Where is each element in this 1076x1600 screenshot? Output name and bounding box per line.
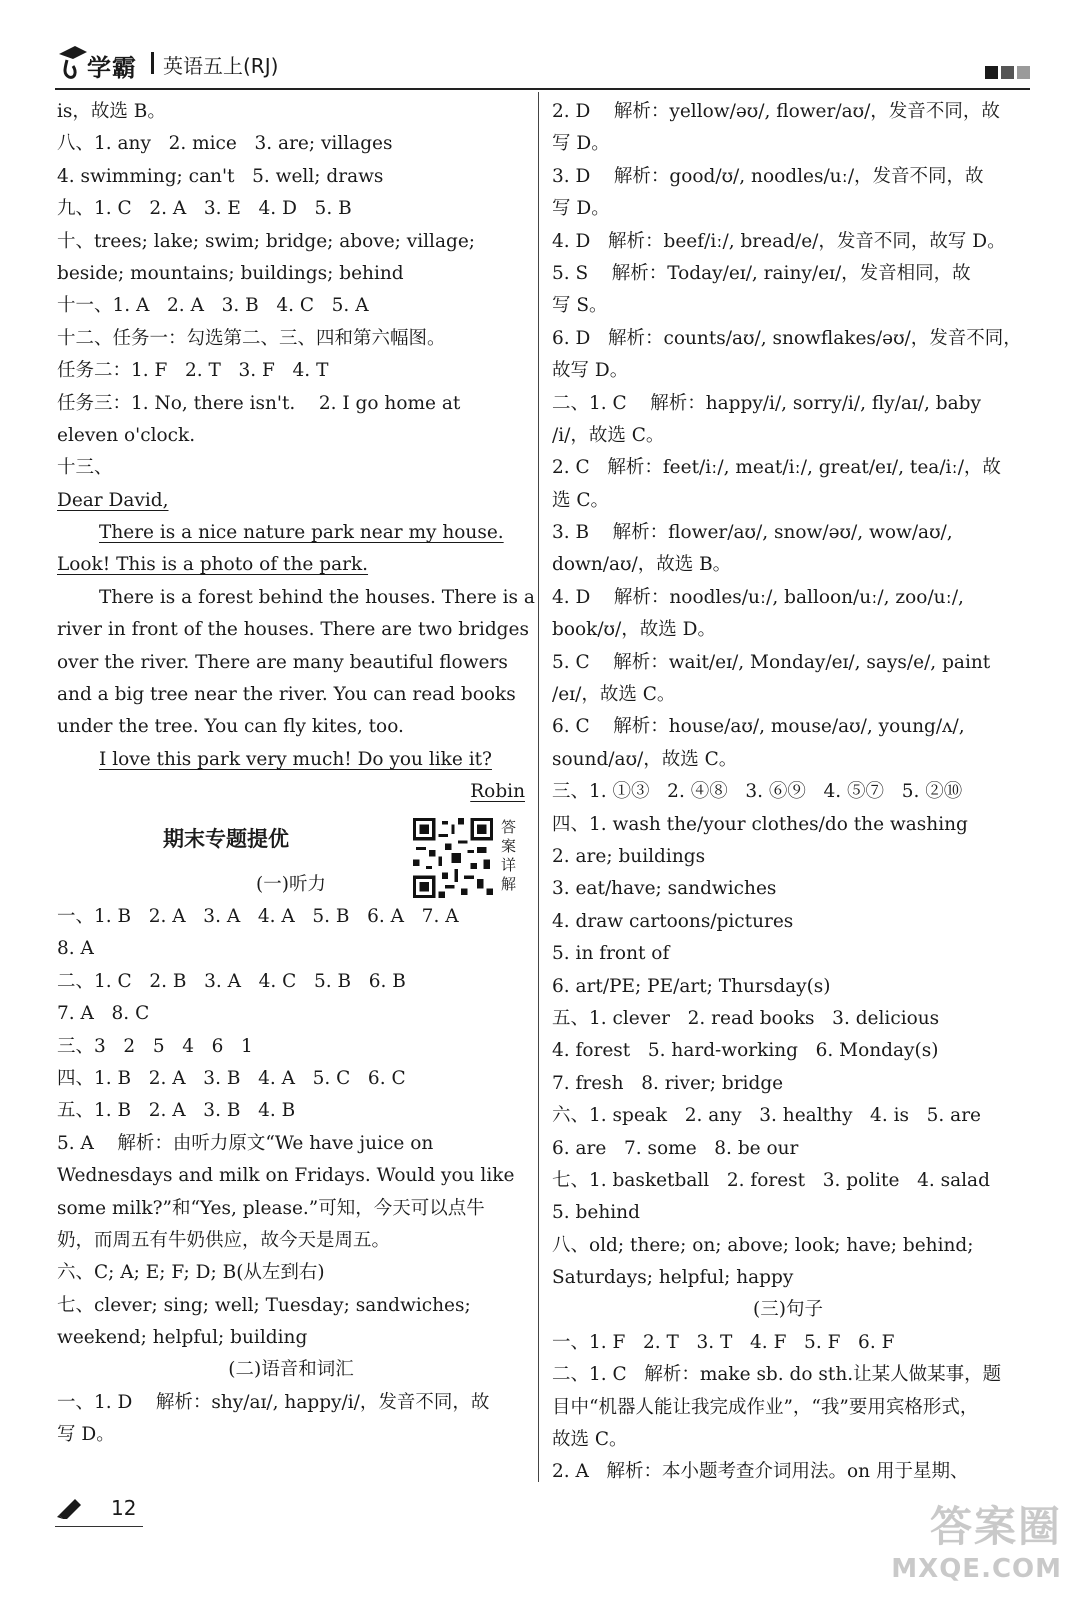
text-line <box>57 1193 525 1225</box>
line-text: 写 D。 <box>552 133 610 155</box>
page-footer <box>55 1490 155 1530</box>
text-line <box>57 323 525 355</box>
text-line <box>552 938 1024 970</box>
line-text: Saturdays; helpful; happy <box>552 1267 794 1289</box>
line-text: 6. are 7. some 8. be our <box>552 1137 799 1159</box>
answer-list-part3 <box>552 96 1024 1489</box>
text-line <box>57 1387 525 1419</box>
line-text: 3. B 解析：flower/aʊ/, snow/əʊ/, wow/aʊ/, <box>552 522 953 544</box>
line-text: 4. draw cartoons/pictures <box>552 910 794 932</box>
text-line <box>552 193 1024 225</box>
text-line <box>552 1327 1024 1359</box>
line-text: 6. art/PE; PE/art; Thursday(s) <box>552 975 831 997</box>
text-line <box>57 1095 525 1127</box>
line-text: 十二、任务一：勾选第二、三、四和第六幅图。 <box>57 327 446 349</box>
line-text: 写 D。 <box>552 198 610 220</box>
text-line <box>57 1354 525 1386</box>
line-text: 5. C 解析：wait/eɪ/, Monday/eɪ/, says/e/, paint <box>552 651 991 673</box>
text-line <box>552 841 1024 873</box>
text-line <box>57 290 525 322</box>
text-line <box>552 582 1024 614</box>
text-line <box>552 647 1024 679</box>
line-text: I love this park very much! Do you like it? <box>99 748 492 770</box>
square-icon <box>1017 66 1030 79</box>
header-divider <box>151 52 154 74</box>
line-text: 任务二：1. F 2. T 3. F 4. T <box>57 360 329 382</box>
text-line <box>552 711 1024 743</box>
line-text: 3. eat/have; sandwiches <box>552 878 777 900</box>
pencil-icon <box>55 1495 85 1519</box>
line-text: 八、old; there; on; above; look; have; behind; <box>552 1234 974 1256</box>
text-line <box>552 485 1024 517</box>
text-line <box>552 226 1024 258</box>
line-text: 九、1. C 2. A 3. E 4. D 5. B <box>57 198 352 220</box>
text-line <box>552 290 1024 322</box>
text-line <box>552 1392 1024 1424</box>
text-line <box>57 998 525 1030</box>
line-text: 写 S。 <box>552 295 608 317</box>
text-line <box>552 906 1024 938</box>
text-line <box>57 452 525 484</box>
line-text: over the river. There are many beautiful flowers <box>57 651 508 673</box>
right-column <box>552 96 1024 1489</box>
text-line <box>57 744 525 776</box>
text-line <box>57 711 525 743</box>
text-line <box>57 966 525 998</box>
text-line <box>57 258 525 290</box>
answer-list-part1 <box>57 96 535 809</box>
text-line <box>57 933 525 965</box>
line-text: 4. D 解析：noodles/uː/, balloon/uː/, zoo/uː/, <box>552 586 964 608</box>
line-text: 十、trees; lake; swim; bridge; above; village; <box>57 230 476 252</box>
line-text: 三、3 2 5 4 6 1 <box>57 1035 253 1057</box>
line-text: There is a forest behind the houses. There is a <box>99 586 535 608</box>
text-line <box>57 355 525 387</box>
page-number: 12 <box>111 1496 137 1520</box>
text-line <box>552 1003 1024 1035</box>
line-text: 8. A <box>57 938 94 960</box>
header-decoration <box>982 64 1030 83</box>
text-line <box>57 128 525 160</box>
graduation-cap-logo-icon <box>55 42 89 80</box>
line-text: river in front of the houses. There are two bridges <box>57 619 529 641</box>
line-text: 5. A 解析：由听力原文“We have juice on <box>57 1132 434 1154</box>
text-line <box>552 809 1024 841</box>
text-line <box>57 549 525 581</box>
text-line <box>57 517 525 549</box>
text-line <box>552 971 1024 1003</box>
line-text: Dear David, <box>57 489 169 511</box>
line-text: 故写 D。 <box>552 360 629 382</box>
text-line <box>57 776 525 808</box>
text-line <box>552 776 1024 808</box>
qr-code-icon[interactable] <box>413 818 493 898</box>
text-line <box>552 1294 1024 1326</box>
text-line <box>552 323 1024 355</box>
line-text: 二、1. C 解析：happy/i/, sorry/i/, fly/aɪ/, baby <box>552 392 981 414</box>
line-text: (二)语音和词汇 <box>228 1359 354 1381</box>
line-text: 六、1. speak 2. any 3. healthy 4. is 5. are <box>552 1105 981 1127</box>
text-line <box>552 1197 1024 1229</box>
line-text: 一、1. F 2. T 3. T 4. F 5. F 6. F <box>552 1331 895 1353</box>
text-line <box>552 1456 1024 1488</box>
text-line <box>552 1262 1024 1294</box>
line-text: /i/，故选 C。 <box>552 424 665 446</box>
text-line <box>57 582 535 614</box>
text-line <box>57 485 525 517</box>
line-text: There is a nice nature park near my house. <box>99 522 504 544</box>
line-text: 写 D。 <box>57 1424 115 1446</box>
text-line <box>57 1290 525 1322</box>
line-text: 六、C; A; E; F; D; B(从左到右) <box>57 1262 325 1284</box>
line-text: weekend; helpful; building <box>57 1327 308 1349</box>
line-text: 四、1. wash the/your clothes/do the washing <box>552 813 968 835</box>
line-text: and a big tree near the river. You can read books <box>57 684 516 706</box>
line-text: some milk?”和“Yes, please.”可知，今天可以点牛 <box>57 1197 485 1219</box>
text-line <box>57 161 525 193</box>
text-line <box>552 614 1024 646</box>
line-text: down/aʊ/，故选 B。 <box>552 554 732 576</box>
line-text: /eɪ/，故选 C。 <box>552 684 676 706</box>
line-text: 4. swimming; can't 5. well; draws <box>57 165 384 187</box>
text-line <box>57 1419 525 1451</box>
line-text: 三、1. ①③ 2. ④⑧ 3. ⑥⑨ 4. ⑤⑦ 5. ②⑩ <box>552 781 963 803</box>
text-line <box>57 1322 525 1354</box>
text-line <box>552 1424 1024 1456</box>
footer-rule <box>55 1526 143 1527</box>
text-line <box>552 452 1024 484</box>
text-line <box>552 388 1024 420</box>
page-header <box>55 40 1030 84</box>
line-text: 四、1. B 2. A 3. B 4. A 5. C 6. C <box>57 1067 406 1089</box>
text-line <box>57 1128 525 1160</box>
watermark-cn: 答案圈 <box>929 1502 1062 1551</box>
line-text: 4. D 解析：beef/iː/, bread/e/，发音不同，故写 D。 <box>552 230 1006 252</box>
line-text: 5. S 解析：Today/eɪ/, rainy/eɪ/，发音相同，故 <box>552 262 971 284</box>
line-text: 2. A 解析：本小题考查介词用法。on 用于星期、 <box>552 1461 969 1483</box>
text-line <box>57 1031 525 1063</box>
line-text: 一、1. B 2. A 3. A 4. A 5. B 6. A 7. A <box>57 905 459 927</box>
line-text: 五、1. B 2. A 3. B 4. B <box>57 1100 296 1122</box>
line-text: 5. in front of <box>552 943 670 965</box>
text-line <box>552 517 1024 549</box>
left-column <box>57 96 535 1452</box>
text-line <box>57 679 525 711</box>
square-icon <box>985 66 998 79</box>
watermark-en: MXQE.COM <box>891 1554 1062 1584</box>
text-line <box>552 1165 1024 1197</box>
text-line <box>552 744 1024 776</box>
text-line <box>57 1063 525 1095</box>
text-line <box>57 1160 525 1192</box>
text-line <box>552 1100 1024 1132</box>
text-line <box>57 647 525 679</box>
text-line <box>57 1225 525 1257</box>
line-text: 十三、 <box>57 457 113 479</box>
line-text: 4. forest 5. hard-working 6. Monday(s) <box>552 1040 939 1062</box>
header-rule <box>55 88 1030 90</box>
line-text: 选 C。 <box>552 489 610 511</box>
text-line <box>57 901 525 933</box>
text-line <box>552 549 1024 581</box>
line-text: (三)句子 <box>753 1299 823 1321</box>
line-text: 7. A 8. C <box>57 1003 150 1025</box>
square-icon <box>1001 66 1014 79</box>
line-text: 任务三：1. No, there isn't. 2. I go home at <box>57 392 461 414</box>
line-text: 3. D 解析：good/ʊ/, noodles/uː/，发音不同，故 <box>552 165 984 187</box>
line-text: Look! This is a photo of the park. <box>57 554 369 576</box>
text-line <box>552 420 1024 452</box>
line-text: 6. C 解析：house/aʊ/, mouse/aʊ/, young/ʌ/, <box>552 716 965 738</box>
line-text: 一、1. D 解析：shy/aɪ/, happy/i/，发音不同，故 <box>57 1391 490 1413</box>
text-line <box>552 1068 1024 1100</box>
qr-label: 答案详解 <box>501 818 517 893</box>
line-text: beside; mountains; buildings; behind <box>57 262 404 284</box>
text-line <box>57 388 525 420</box>
text-line <box>552 1230 1024 1262</box>
line-text: 八、1. any 2. mice 3. are; villages <box>57 133 393 155</box>
section-title: 期末专题提优 <box>163 826 289 851</box>
text-line <box>552 96 1024 128</box>
line-text: sound/aʊ/，故选 C。 <box>552 748 738 770</box>
line-text: 2. are; buildings <box>552 845 706 867</box>
qr-code-block[interactable] <box>413 818 525 898</box>
text-line <box>57 1257 525 1289</box>
line-text: Wednesdays and milk on Fridays. Would you like <box>57 1165 515 1187</box>
answer-list-part2 <box>57 869 525 1452</box>
text-line <box>552 258 1024 290</box>
line-text: 7. fresh 8. river; bridge <box>552 1072 784 1094</box>
text-line <box>552 355 1024 387</box>
column-divider <box>538 92 539 1482</box>
text-line <box>552 128 1024 160</box>
line-text: 二、1. C 解析：make sb. do sth.让某人做某事，题 <box>552 1364 1002 1386</box>
watermark <box>891 1494 1062 1584</box>
text-line <box>552 679 1024 711</box>
text-line <box>552 873 1024 905</box>
line-text: 七、1. basketball 2. forest 3. polite 4. salad <box>552 1169 990 1191</box>
line-text: (一)听力 <box>256 873 326 895</box>
line-text: 故选 C。 <box>552 1429 628 1451</box>
line-text: 二、1. C 2. B 3. A 4. C 5. B 6. B <box>57 970 406 992</box>
line-text: is，故选 B。 <box>57 101 166 122</box>
text-line <box>57 96 525 128</box>
brand-name: 学霸 <box>87 54 137 82</box>
text-line <box>552 1133 1024 1165</box>
text-line <box>57 420 525 452</box>
line-text: under the tree. You can fly kites, too. <box>57 716 404 738</box>
text-line <box>57 614 529 646</box>
line-text: 5. behind <box>552 1202 640 1224</box>
text-line <box>552 1359 1024 1391</box>
line-text: Robin <box>470 781 525 803</box>
line-text: 2. D 解析：yellow/əʊ/, flower/aʊ/，发音不同，故 <box>552 101 1000 122</box>
line-text: book/ʊ/，故选 D。 <box>552 619 716 641</box>
line-text: 6. D 解析：counts/aʊ/, snowflakes/əʊ/，发音不同， <box>552 327 1022 349</box>
line-text: eleven o'clock. <box>57 424 196 446</box>
text-line <box>552 1035 1024 1067</box>
line-text: 目中“机器人能让我完成作业”，“我”要用宾格形式， <box>552 1396 979 1418</box>
text-line <box>57 226 525 258</box>
text-line <box>552 161 1024 193</box>
line-text: 五、1. clever 2. read books 3. delicious <box>552 1007 940 1029</box>
line-text: 奶，而周五有牛奶供应，故今天是周五。 <box>57 1229 391 1251</box>
line-text: 七、clever; sing; well; Tuesday; sandwiches; <box>57 1294 471 1316</box>
text-line <box>57 193 525 225</box>
book-title: 英语五上(RJ) <box>163 54 279 78</box>
line-text: 十一、1. A 2. A 3. B 4. C 5. A <box>57 295 369 317</box>
line-text: 2. C 解析：feet/iː/, meat/iː/, great/eɪ/, tea/iː/，故 <box>552 457 1001 479</box>
